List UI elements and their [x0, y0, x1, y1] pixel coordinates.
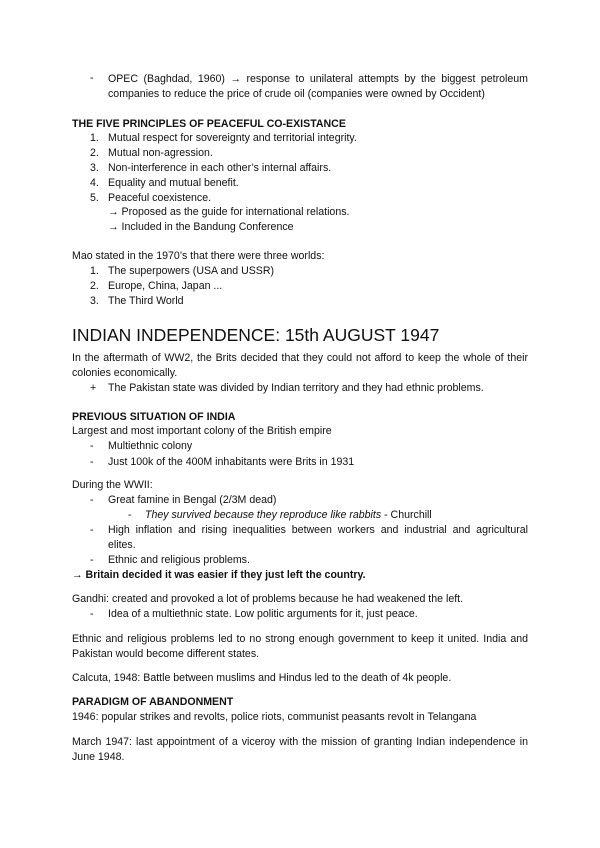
list-item: Mutual non-agression. — [108, 147, 213, 159]
mao-intro: Mao stated in the 1970’s that there were three worlds: — [72, 250, 325, 262]
list-item: Multiethnic colony — [108, 440, 193, 452]
list-item: Idea of a multiethnic state. Low politic arguments for it, just peace. — [108, 608, 418, 620]
list-number: 1. — [90, 132, 99, 144]
paradigm-1947: March 1947: last appointment of a viceroy with the mission of granting Indian independence in June 1948. — [72, 736, 528, 763]
list-item: Europe, China, Japan ... — [108, 280, 223, 292]
conclusion: → Britain decided it was easier if they just left the country. — [72, 569, 366, 581]
coexistence-heading: THE FIVE PRINCIPLES OF PEACEFUL CO-EXISTANCE — [72, 118, 346, 130]
paradigm-1946: 1946: popular strikes and revolts, police riots, communist peasants revolt in Telangana — [72, 711, 477, 723]
bullet-marker: - — [128, 509, 132, 521]
list-item: High inflation and rising inequalities between workers and industrial and agricultural elites. — [108, 524, 528, 551]
list-item: Mutual respect for sovereignty and territorial integrity. — [108, 132, 357, 144]
coexistence-note: → Included in the Bandung Conference — [108, 221, 294, 233]
list-number: 1. — [90, 265, 99, 277]
list-number: 3. — [90, 295, 99, 307]
plus-marker: + — [90, 382, 97, 394]
bullet-marker: - — [90, 456, 94, 468]
list-number: 5. — [90, 192, 99, 204]
gandhi-text: Gandhi: created and provoked a lot of problems because he had weakened the left. — [72, 593, 464, 605]
bullet-marker: - — [90, 72, 94, 84]
list-number: 2. — [90, 147, 99, 159]
quote-text: They survived because they reproduce like rabbits — [145, 509, 382, 521]
independence-note: The Pakistan state was divided by Indian territory and they had ethnic problems. — [108, 382, 484, 394]
page-title: INDIAN INDEPENDENCE: 15th AUGUST 1947 — [72, 325, 440, 345]
list-number: 4. — [90, 177, 99, 189]
list-item: Just 100k of the 400M inhabitants were Brits in 1931 — [108, 456, 355, 468]
coexistence-note: → Proposed as the guide for international relations. — [108, 206, 350, 218]
list-item: Great famine in Bengal (2/3M dead) — [108, 494, 277, 506]
list-item: The superpowers (USA and USSR) — [108, 265, 275, 277]
bullet-marker: - — [90, 608, 94, 620]
bullet-marker: - — [90, 554, 94, 566]
opec-text: OPEC (Baghdad, 1960) → response to unilateral attempts by the biggest petroleum companies to reduce the price of crude oil (companies were owned by Occident) — [108, 73, 528, 100]
list-number: 3. — [90, 162, 99, 174]
independence-intro: In the aftermath of WW2, the Brits decided that they could not afford to keep the whole of their colonies economically. — [72, 352, 528, 379]
list-item: Non-interference in each other’s internal affairs. — [108, 162, 332, 174]
previous-intro: Largest and most important colony of the British empire — [72, 425, 332, 437]
churchill-quote — [145, 508, 528, 523]
bullet-marker: - — [90, 524, 94, 536]
previous-heading: PREVIOUS SITUATION OF INDIA — [72, 411, 236, 423]
paradigm-heading: PARADIGM OF ABANDONMENT — [72, 696, 234, 708]
ethnic-paragraph: Ethnic and religious problems led to no strong enough government to keep it united. India and Pakistan would become different states. — [72, 633, 528, 660]
list-item: The Third World — [108, 295, 184, 307]
list-item: Equality and mutual benefit. — [108, 177, 239, 189]
bullet-marker: - — [90, 440, 94, 452]
list-number: 2. — [90, 280, 99, 292]
bullet-marker: - — [90, 494, 94, 506]
ww2-intro: During the WWII: — [72, 479, 153, 491]
calcuta-paragraph: Calcuta, 1948: Battle between muslims and Hindus led to the death of 4k people. — [72, 672, 452, 684]
list-item: Peaceful coexistence. — [108, 192, 212, 204]
list-item: Ethnic and religious problems. — [108, 554, 250, 566]
quote-author: - Churchill — [381, 509, 432, 521]
